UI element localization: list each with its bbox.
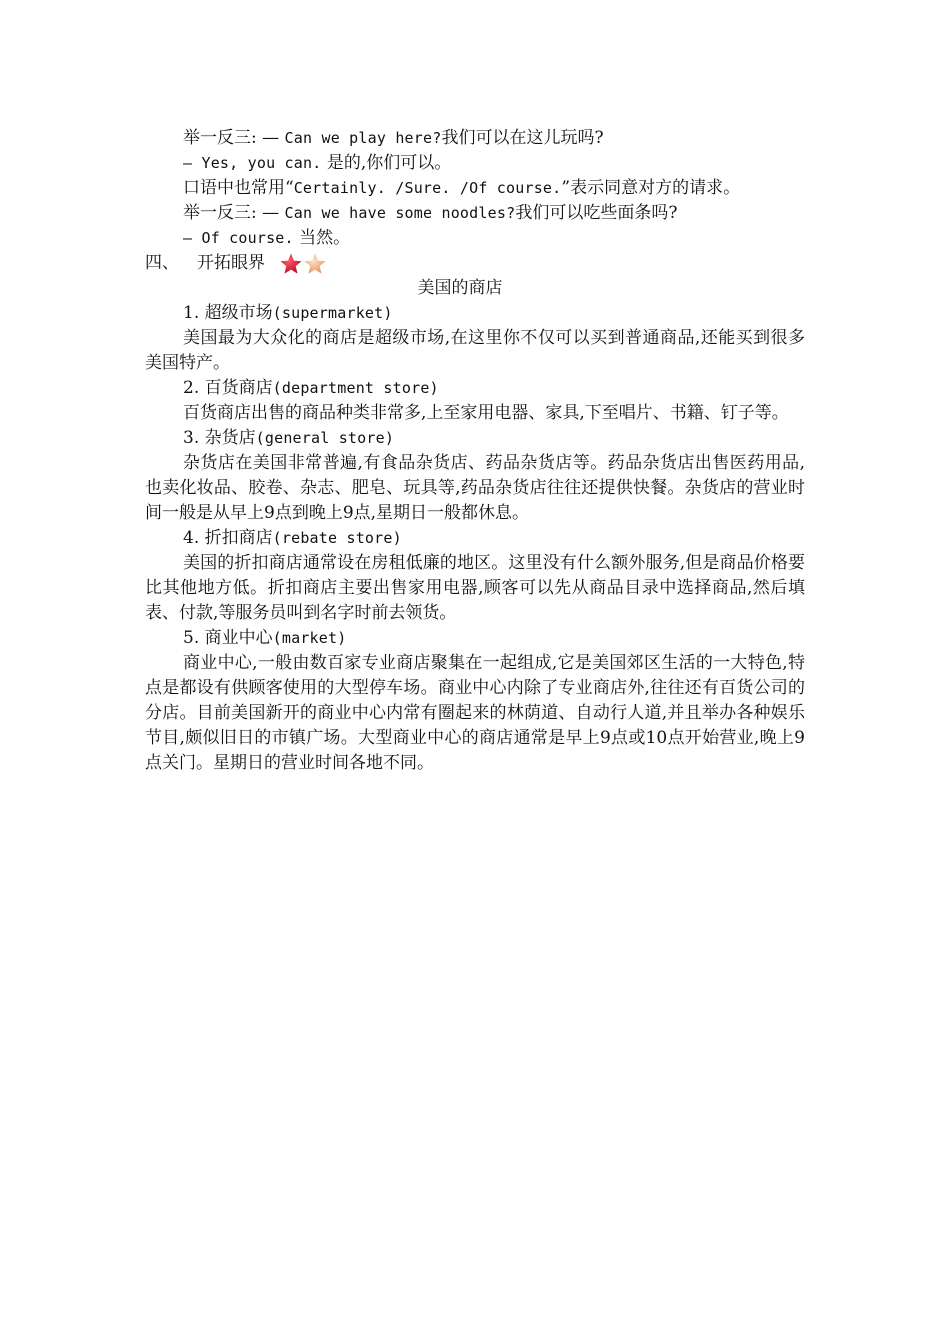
document-content <box>145 126 805 776</box>
usage-note-line <box>145 176 805 201</box>
item-heading-en: (market) <box>272 629 347 647</box>
item-heading-en: (rebate store) <box>272 529 402 547</box>
article-title: 美国的商店 <box>417 278 503 298</box>
item-text: 美国的折扣商店通常设在房租低廉的地区。这里没有什么额外服务,但是商品价格要比其他地方低。折扣商店主要出售家用电器,顾客可以先从商品目录中选择商品,然后填表、付款,等服务员叫到名字时前去领货。 <box>145 553 805 623</box>
usage-note-english: Certainly. /Sure. /Of course. <box>293 179 562 197</box>
shop-item-2 <box>145 376 805 426</box>
item-text: 美国最为大众化的商店是超级市场,在这里你不仅可以买到普通商品,还能买到很多美国特产。 <box>145 328 805 373</box>
item-heading-cn: 4. 折扣商店 <box>183 528 273 548</box>
item-heading <box>145 301 805 326</box>
item-heading <box>145 526 805 551</box>
example-chinese: 我们可以吃些面条吗? <box>515 203 678 223</box>
example-line-4 <box>145 201 805 226</box>
item-text: 杂货店在美国非常普遍,有食品杂货店、药品杂货店等。药品杂货店出售医药用品,也卖化妆品、胶卷、杂志、肥皂、玩具等,药品杂货店往往还提供快餐。杂货店的营业时间一般是从早上9点到晚上9点,星期日一般都休息。 <box>145 453 805 523</box>
example-label: 举一反三: — <box>183 128 285 148</box>
example-chinese: 是的,你们可以。 <box>321 153 452 173</box>
example-chinese: 当然。 <box>293 228 351 248</box>
item-heading-cn: 3. 杂货店 <box>183 428 256 448</box>
item-text: 百货商店出售的商品种类非常多,上至家用电器、家具,下至唱片、书籍、钉子等。 <box>183 403 789 423</box>
section-title: 开拓眼界 <box>197 253 265 273</box>
example-line-1 <box>145 126 805 151</box>
item-heading-cn: 2. 百货商店 <box>183 378 273 398</box>
item-heading-cn: 1. 超级市场 <box>183 303 273 323</box>
filled-red-star-icon <box>279 252 303 276</box>
example-english: — Of course. <box>183 229 294 247</box>
section-heading <box>145 251 805 276</box>
light-orange-star-icon <box>303 252 327 276</box>
shop-item-4 <box>145 526 805 626</box>
shop-item-3 <box>145 426 805 526</box>
item-heading-cn: 5. 商业中心 <box>183 628 273 648</box>
item-heading <box>145 626 805 651</box>
section-number: 四、 <box>145 253 179 273</box>
item-text: 商业中心,一般由数百家专业商店聚集在一起组成,它是美国郊区生活的一大特色,特点是都设有供顾客使用的大型停车场。商业中心内除了专业商店外,往往还有百货公司的分店。目前美国新开的商业中心内常有圈起来的林荫道、自动行人道,并且举办各种娱乐节目,颇似旧日的市镇广场。大型商业中心的商店通常是早上9点或10点开始营业,晚上9点关门。星期日的营业时间各地不同。 <box>145 653 805 773</box>
example-chinese: 我们可以在这儿玩吗? <box>441 128 604 148</box>
item-heading <box>145 376 805 401</box>
example-english: — Yes, you can. <box>183 154 322 172</box>
example-label: 举一反三: — <box>183 203 285 223</box>
shop-item-1 <box>145 301 805 376</box>
item-heading-en: (department store) <box>272 379 439 397</box>
example-line-5 <box>145 226 805 251</box>
example-english: Can we have some noodles? <box>284 204 516 222</box>
item-heading-en: (supermarket) <box>272 304 393 322</box>
rating-stars <box>279 252 327 276</box>
shop-item-5 <box>145 626 805 776</box>
usage-note-suffix: ”表示同意对方的请求。 <box>561 178 741 198</box>
example-english: Can we play here? <box>284 129 442 147</box>
item-heading <box>145 426 805 451</box>
example-line-2 <box>145 151 805 176</box>
usage-note-prefix: 口语中也常用“ <box>183 178 294 198</box>
item-heading-en: (general store) <box>255 429 395 447</box>
